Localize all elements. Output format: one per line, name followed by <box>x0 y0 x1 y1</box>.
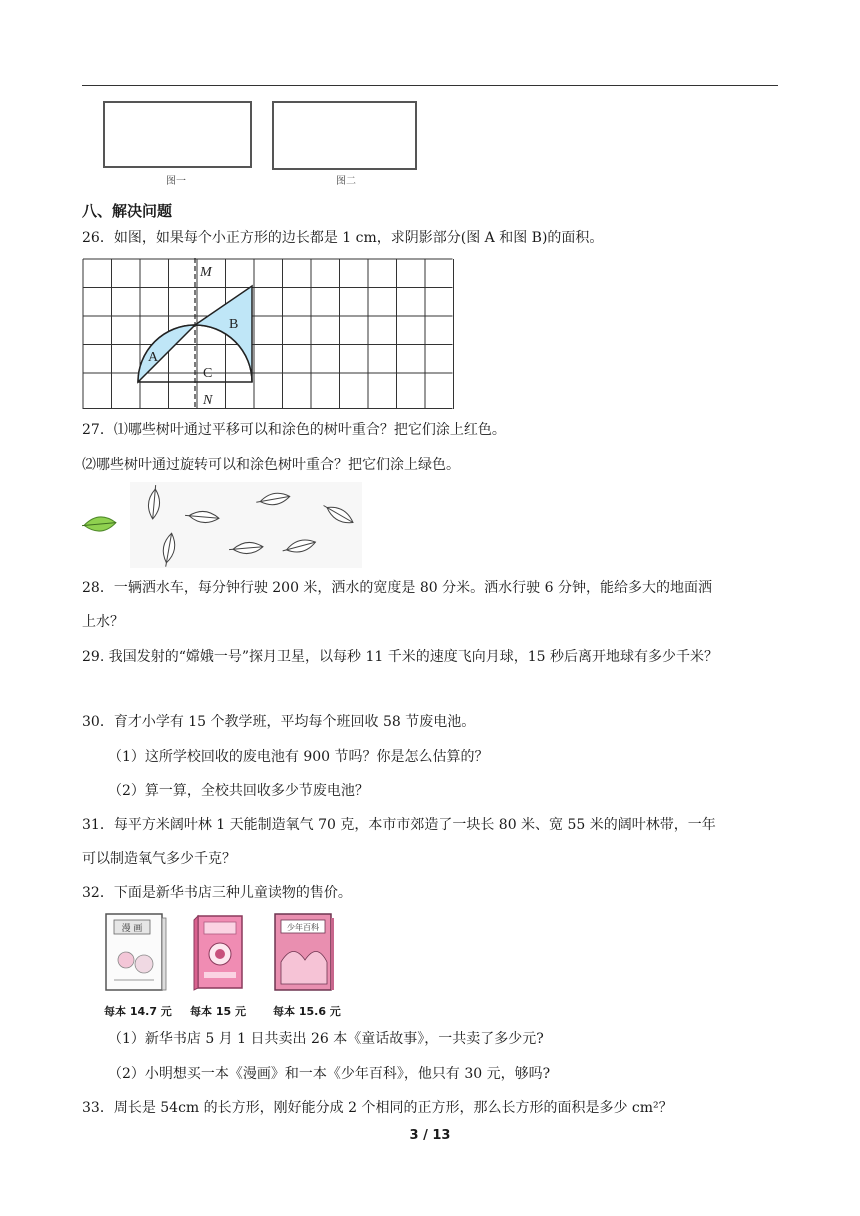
q33-text: 33．周长是 54cm 的长方形，刚好能分成 2 个相同的正方形，那么长方形的面积是多少 cm²？ <box>82 1100 673 1116</box>
figure-two-rectangle <box>272 101 417 170</box>
q32-sub1: （1）新华书店 5 月 1 日共卖出 26 本《童话故事》，一共卖了多少元? <box>108 1031 544 1047</box>
q29-text: 29. 我国发射的“嫦娥一号”探月卫星，以每秒 11 千米的速度飞向月球，15 秒后离开地球有多少千米？ <box>82 649 719 665</box>
price-fairy-tales: 每本 15 元 <box>190 1005 246 1018</box>
header-rule <box>82 85 778 86</box>
q31-line1: 31．每平方米阔叶林 1 天能制造氧气 70 克，本市市郊造了一块长 80 米、宽 55 米的阔叶林带，一年 <box>82 817 716 833</box>
q30-sub1: （1）这所学校回收的废电池有 900 节吗？你是怎么估算的？ <box>108 749 489 765</box>
figure-one-caption: 图一 <box>166 176 186 187</box>
book-fairy-tales <box>190 912 252 992</box>
q32-text: 32．下面是新华书店三种儿童读物的售价。 <box>82 885 352 901</box>
label-a: A <box>148 350 159 365</box>
q32-sub2: （2）小明想买一本《漫画》和一本《少年百科》，他只有 30 元，够吗? <box>108 1066 551 1082</box>
q31-line2: 可以制造氧气多少千克？ <box>82 851 236 867</box>
q28-line1: 28．一辆洒水车，每分钟行驶 200 米，洒水的宽度是 80 分米。洒水行驶 6 分钟，能给多大的地面洒 <box>82 580 712 596</box>
q27-line1: 27．⑴哪些树叶通过平移可以和涂色的树叶重合？把它们涂上红色。 <box>82 422 506 438</box>
section-title: 八、解决问题 <box>82 202 173 220</box>
label-n: N <box>203 393 213 408</box>
leaves-figure <box>82 482 362 568</box>
grid-figure <box>82 258 454 410</box>
book-comic-title: 漫 画 <box>121 924 143 934</box>
figure-two-caption: 图二 <box>336 176 356 187</box>
label-b: B <box>229 317 239 332</box>
q30-text: 30．育才小学有 15 个教学班，平均每个班回收 58 节废电池。 <box>82 714 476 730</box>
price-comic: 每本 14.7 元 <box>104 1005 172 1018</box>
price-encyclopedia: 每本 15.6 元 <box>273 1005 341 1018</box>
q30-sub2: （2）算一算，全校共回收多少节废电池？ <box>108 783 369 799</box>
q28-line2: 上水？ <box>82 614 124 630</box>
leaf-colored <box>82 516 117 533</box>
book-encyclopedia-title: 少年百科 <box>287 923 319 932</box>
book-encyclopedia <box>273 912 335 992</box>
page-number: 3 / 13 <box>409 1128 451 1143</box>
q27-line2: ⑵哪些树叶通过旋转可以和涂色树叶重合？把它们涂上绿色。 <box>82 457 460 473</box>
label-m: M <box>200 265 212 280</box>
book-comic <box>104 912 168 992</box>
q26-text: 26．如图，如果每个小正方形的边长都是 1 cm，求阴影部分(图 A 和图 B)的面积。 <box>82 230 604 246</box>
label-c: C <box>203 366 213 381</box>
figure-one-rectangle <box>103 101 252 168</box>
